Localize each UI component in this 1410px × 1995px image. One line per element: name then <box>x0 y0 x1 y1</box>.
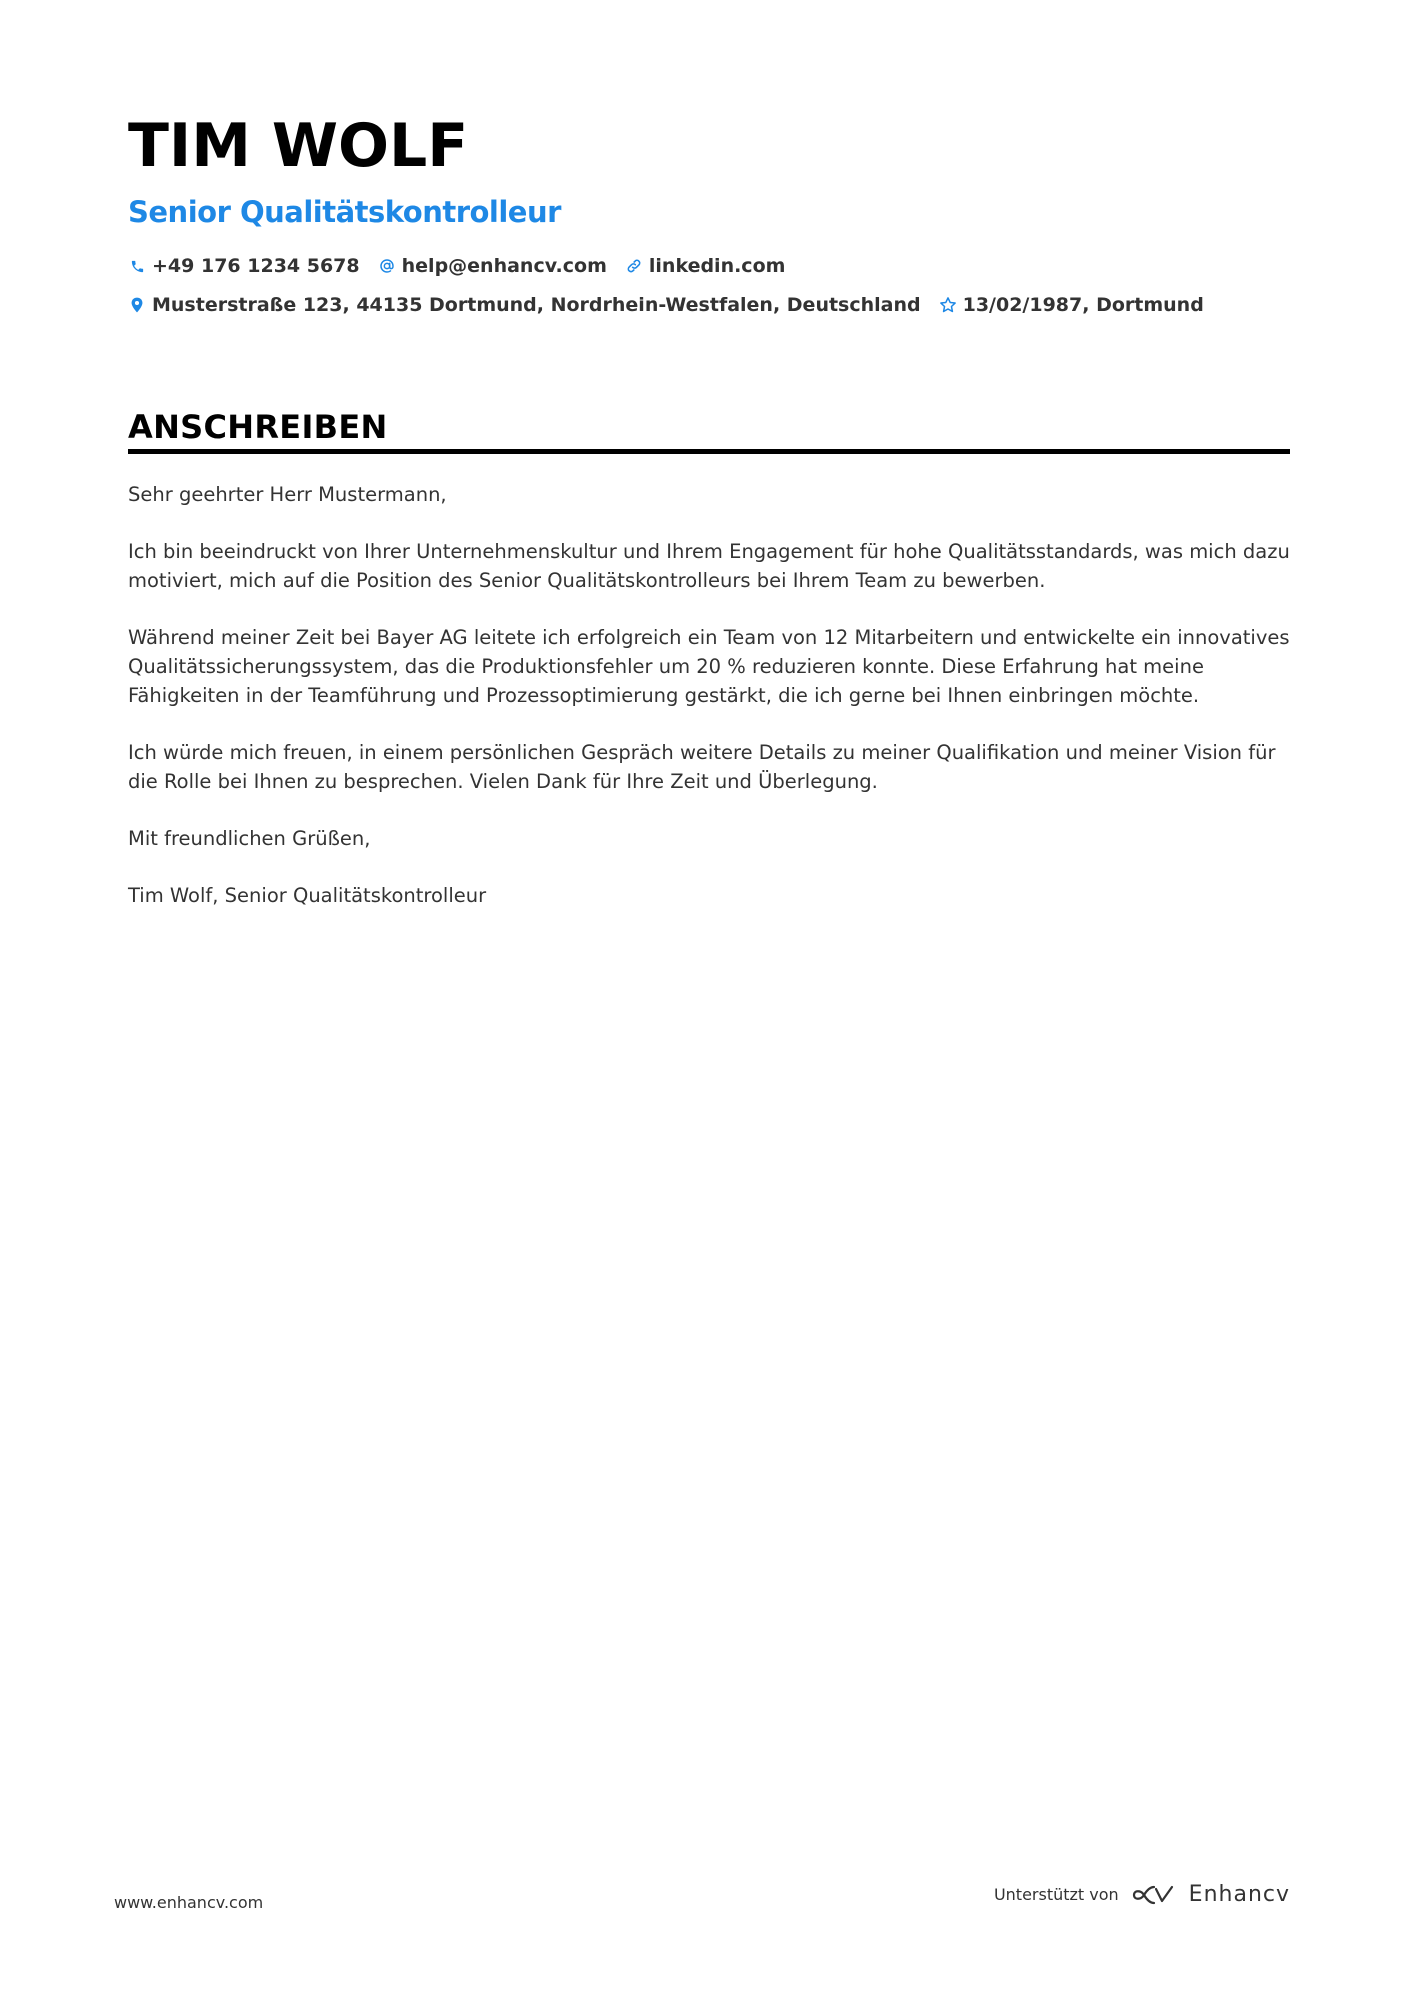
linkedin-link[interactable]: linkedin.com <box>648 255 786 277</box>
candidate-name: TIM WOLF <box>128 111 469 181</box>
phone-icon <box>128 257 146 275</box>
closing: Mit freundlichen Grüßen, <box>128 827 371 850</box>
header <box>128 110 1290 319</box>
contact-row-1 <box>128 252 1290 280</box>
letter-paragraph: Ich bin beeindruckt von Ihrer Unternehmenskultur und Ihrem Engagement für hohe Qualitätsstandards, was mich dazu motiviert, mich auf die Position des Senior Qualitätskontrolleurs bei Ihrem Team zu bewerben. <box>128 540 1290 592</box>
email-address[interactable]: help@enhancv.com <box>401 255 607 277</box>
section-divider <box>128 449 1290 454</box>
star-icon <box>939 296 957 314</box>
contact-birth <box>939 294 1204 316</box>
section-title: ANSCHREIBEN <box>128 408 388 446</box>
contact-phone <box>128 255 360 277</box>
letter-paragraph: Während meiner Zeit bei Bayer AG leitete ich erfolgreich ein Team von 12 Mitarbeitern und entwickelte ein innovatives Qualitätssicherungssystem, das die Produktionsfehler um 20 % reduzieren konnte. Diese Erfahrung hat meine Fähigkeiten in der Teamführung und Prozessoptimierung gestärkt, die ich gerne bei Ihnen einbringen möchte. <box>128 626 1290 707</box>
footer-website[interactable]: www.enhancv.com <box>114 1893 264 1912</box>
signature: Tim Wolf, Senior Qualitätskontrolleur <box>128 884 487 907</box>
at-icon <box>378 257 396 275</box>
brand-name: Enhancv <box>1188 1882 1290 1907</box>
phone-number[interactable]: +49 176 1234 5678 <box>152 255 360 277</box>
footer-branding <box>994 1882 1290 1907</box>
salutation: Sehr geehrter Herr Mustermann, <box>128 483 447 506</box>
location-pin-icon <box>128 296 146 314</box>
cover-letter-section <box>128 405 1290 938</box>
birth-date-place: 13/02/1987, Dortmund <box>962 294 1204 316</box>
job-title: Senior Qualitätskontrolleur <box>128 195 561 229</box>
powered-by-label: Unterstützt von <box>993 1885 1119 1904</box>
enhancv-logo-icon <box>1131 1883 1177 1907</box>
contact-row-2 <box>128 291 1290 319</box>
letter-body <box>128 480 1290 910</box>
contact-email <box>378 255 607 277</box>
contact-address <box>128 294 921 316</box>
contact-linkedin <box>625 255 786 277</box>
letter-paragraph: Ich würde mich freuen, in einem persönlichen Gespräch weitere Details zu meiner Qualifikation und meiner Vision für die Rolle bei Ihnen zu besprechen. Vielen Dank für Ihre Zeit und Überlegung. <box>128 741 1276 793</box>
link-icon <box>625 257 643 275</box>
address: Musterstraße 123, 44135 Dortmund, Nordrhein-Westfalen, Deutschland <box>152 294 921 316</box>
